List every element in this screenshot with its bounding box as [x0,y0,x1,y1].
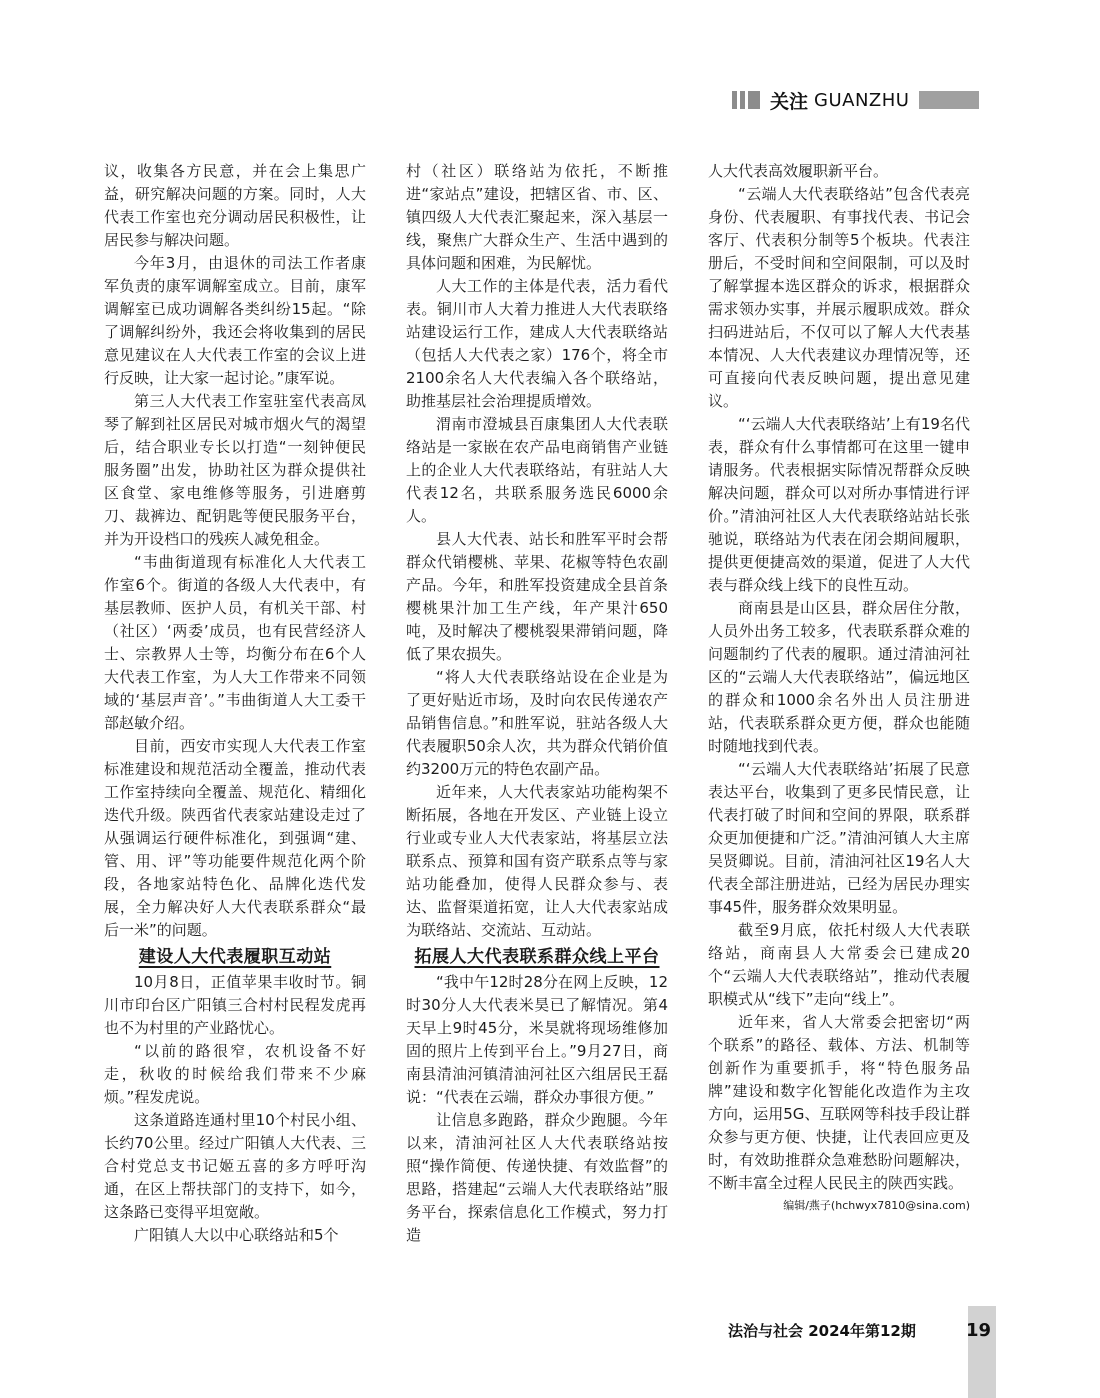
publication-footer: 法治与社会 2024年第12期 [728,1322,916,1340]
paragraph: “将人大代表联络站设在企业是为了更好贴近市场，及时向农民传递农产品销售信息。”和胜军说，驻站各级人大代表履职50余人次，共为群众代销价值约3200万元的特色农副产品。 [406,668,668,778]
paragraph: 截至9月底，依托村级人大代表联络站，商南县人大常委会已建成20个“云端人大代表联络站”，推动代表履职模式从“线下”走向“线上”。 [708,921,970,1008]
page-number: 19 [966,1320,992,1341]
paragraph: 目前，西安市实现人大代表工作室标准建设和规范活动全覆盖，推动代表工作室持续向全覆盖、规范化、精细化迭代升级。陕西省代表家站建设走过了从强调运行硬件标准化，到强调“建、管、用、评”等功能要件规范化两个阶段，各地家站特色化、品牌化迭代发展，全力解决好人大代表联系群众“最后一米”的问题。 [104,737,366,939]
paragraph: 10月8日，正值苹果丰收时节。铜川市印台区广阳镇三合村村民程发虎再也不为村里的产业路忧心。 [104,973,366,1037]
paragraph: 人大代表高效履职新平台。 [708,162,889,180]
paragraph: “我中午12时28分在网上反映，12时30分人大代表米昊已了解情况。第4天早上9时45分，米昊就将现场维修加固的照片上传到平台上。”9月27日，商南县清油河镇清油河社区六组居民王磊说：“代表在云端，群众办事很方便。” [406,973,668,1106]
paragraph: 这条道路连通村里10个村民小组、长约70公里。经过广阳镇人大代表、三合村党总支书记姬五喜的多方呼吁沟通，在区上帮扶部门的支持下，如今，这条路已变得平坦宽敞。 [104,1111,366,1221]
article-column-1 [104,160,366,1247]
paragraph: “韦曲街道现有标准化人大代表工作室6个。街道的各级人大代表中，有基层教师、医护人员，有机关干部、村（社区）‘两委’成员，也有民营经济人士、宗教界人士等，均衡分布在6个人大代表工作室，为人大工作带来不同领域的‘基层声音’。”韦曲街道人大工委干部赵敏介绍。 [104,553,366,732]
section-title-cn: 关注 [770,90,809,113]
paragraph: 今年3月，由退休的司法工作者康军负责的康军调解室成立。目前，康军调解室已成功调解各类纠纷15起。“除了调解纠纷外，我还会将收集到的居民意见建议在人大代表工作室的会议上进行反映，让大家一起讨论。”康军说。 [104,254,366,387]
paragraph: “云端人大代表联络站”包含代表亮身份、代表履职、有事找代表、书记会客厅、代表积分制等5个板块。代表注册后，不受时间和空间限制，可以及时了解掌握本选区群众的诉求，根据群众需求领办实事，并展示履职成效。群众扫码进站后，不仅可以了解人大代表基本情况、人大代表建议办理情况等，还可直接向代表反映问题，提出意见建议。 [708,185,970,410]
paragraph: 县人大代表、站长和胜军平时会帮群众代销樱桃、苹果、花椒等特色农副产品。今年，和胜军投资建成全县首条樱桃果汁加工生产线，年产果汁650吨，及时解决了樱桃裂果滞销问题，降低了果农损失。 [406,530,668,663]
paragraph: 广阳镇人大以中心联络站和5个 [134,1226,339,1244]
header-bar-decoration [740,91,745,109]
header-bar-decoration [919,91,979,109]
section-heading: 建设人大代表履职互动站 [138,947,332,967]
paragraph: 第三人大代表工作室驻室代表高凤琴了解到社区居民对城市烟火气的渴望后，结合职业专长以打造“一刻钟便民服务圈”出发，协助社区为群众提供社区食堂、家电维修等服务，引进磨剪刀、裁裤边、配钥匙等便民服务平台，并为开设档口的残疾人减免租金。 [104,392,366,548]
paragraph: “‘云端人大代表联络站’拓展了民意表达平台，收集到了更多民情民意，让代表打破了时间和空间的界限，联系群众更加便捷和广泛。”清油河镇人大主席吴贤卿说。目前，清油河社区19名人大代表全部注册进站，已经为居民办理实事45件，服务群众效果明显。 [708,760,970,916]
header-bar-decoration [748,91,760,109]
paragraph: 近年来，人大代表家站功能构架不断拓展，各地在开发区、产业链上设立行业或专业人大代表家站，将基层立法联系点、预算和国有资产联系点等与家站功能叠加，使得人民群众参与、表达、监督渠道拓宽，让人大代表家站成为联络站、交流站、互动站。 [406,783,668,939]
paragraph: “‘云端人大代表联络站’上有19名代表，群众有什么事情都可在这里一键申请服务。代表根据实际情况帮群众反映解决问题，群众可以对所办事情进行评价。”清油河社区人大代表联络站站长张驰说，联络站为代表在闭会期间履职，提供更便捷高效的渠道，促进了人大代表与群众线上线下的良性互动。 [708,415,970,594]
paragraph: 渭南市澄城县百康集团人大代表联络站是一家嵌在农产品电商销售产业链上的企业人大代表联络站，有驻站人大代表12名，共联系服务选民6000余人。 [406,415,668,525]
article-column-3 [708,160,970,1215]
paragraph: 村（社区）联络站为依托，不断推进“家站点”建设，把辖区省、市、区、镇四级人大代表汇聚起来，深入基层一线，聚焦广大群众生产、生活中遇到的具体问题和困难，为民解忧。 [406,162,668,272]
header-bar-decoration [732,91,737,109]
paragraph: 让信息多跑路，群众少跑腿。今年以来，清油河社区人大代表联络站按照“操作简便、传递快捷、有效监督”的思路，搭建起“云端人大代表联络站”服务平台，探索信息化工作模式，努力打造 [406,1111,668,1244]
paragraph: “以前的路很窄，农机设备不好走，秋收的时候给我们带来不少麻烦。”程发虎说。 [104,1042,366,1106]
article-column-2 [406,160,668,1247]
paragraph: 商南县是山区县，群众居住分散，人员外出务工较多，代表联系群众难的问题制约了代表的履职。通过清油河社区的“云端人大代表联络站”，偏远地区的群众和1000余名外出人员注册进站，代表联系群众更方便，群众也能随时随地找到代表。 [708,599,970,755]
section-header [732,88,979,112]
section-title-en: GUANZHU [814,89,910,111]
section-heading: 拓展人大代表联系群众线上平台 [414,947,660,967]
editor-credit: 编辑/燕子(hchwyx7810@sina.com) [783,1199,970,1212]
paragraph: 人大工作的主体是代表，活力看代表。铜川市人大着力推进人大代表联络站建设运行工作，建成人大代表联络站（包括人大代表之家）176个，将全市2100余名人大代表编入各个联络站，助推基层社会治理提质增效。 [406,277,668,410]
paragraph: 议，收集各方民意，并在会上集思广益，研究解决问题的方案。同时，人大代表工作室也充分调动居民积极性，让居民参与解决问题。 [104,162,366,249]
paragraph: 近年来，省人大常委会把密切“两个联系”的路径、载体、方法、机制等创新作为重要抓手，将“特色服务品牌”建设和数字化智能化改造作为主攻方向，运用5G、互联网等科技手段让群众参与更方便、快捷，让代表回应更及时，有效助推群众急难愁盼问题解决，不断丰富全过程人民民主的陕西实践。 [708,1013,970,1192]
